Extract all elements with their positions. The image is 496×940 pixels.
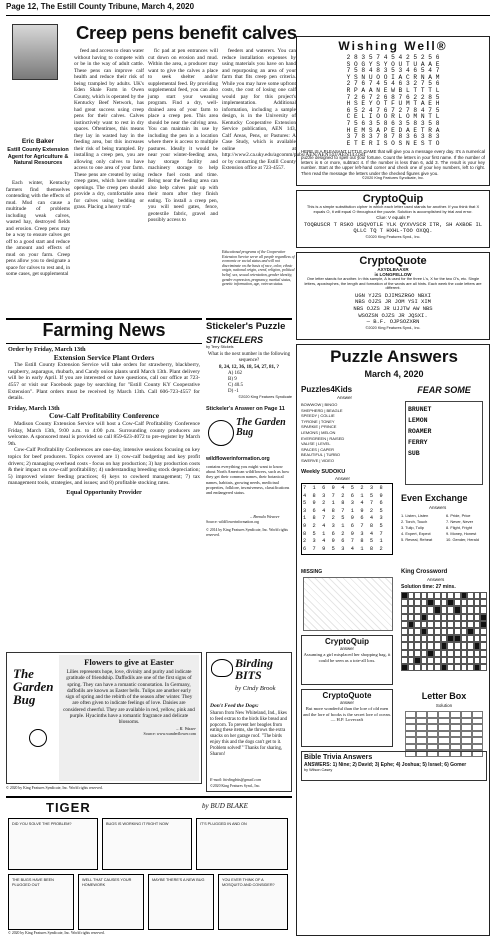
birding-email: E-mail: birdingbits@gmail.com (210, 777, 262, 782)
crossword-cell (427, 614, 434, 621)
comic-panel-3: IT'S PLUGGED IN AND ON (196, 818, 288, 870)
crossword-cell (401, 628, 408, 635)
crossword-cell (447, 614, 454, 621)
crossword-cell (454, 635, 461, 642)
kids-answer-label: Answer (337, 395, 353, 400)
cryptoquote-answer-label: answer (340, 700, 354, 705)
crossword-cell (427, 621, 434, 628)
crossword-cell (421, 635, 428, 642)
garden-signature: – Brenda Weaver (250, 514, 280, 519)
wishing-instructions: HERE IS A PLEASANT LITTLE GAME that will give you a message every day. It's a numerical puzzle designed to spell out your fortune. Count the letters in your first name. If the number of letters is 6 or more, subtract 4. If the number is less than 6, add 3. The result is your key number. Start at the upper left-hand corner and check one of your key numbers, left to right. Then read the message the letters under the checked figures give you. (301, 149, 485, 176)
crossword-cell (441, 599, 448, 606)
crossword-cell (480, 606, 487, 613)
birding-bits (206, 652, 292, 792)
garden-url: wildflowerinformation.org (206, 456, 270, 462)
crossword-cell (434, 664, 441, 671)
article-col-1: Each winter, Kentucky farmers find themselves contending with the effects of mud. Mud can cause a multitude of problems including weak calves, wasted hay, destroyed fields and erosion. Creep pens may be a way to ensure calves get off to a good start and reduce the amount and effects of mud on your farm. Creep pens allow you to designate a space for calves to rest and, in some cases, get supplemental (6, 180, 70, 277)
stickeler-puzzle (206, 318, 292, 404)
garden-bug-wildflower (206, 416, 292, 537)
crossword-cell (474, 599, 481, 606)
crossword-cell (447, 592, 454, 599)
crossword-cell (447, 628, 454, 635)
crossword-cell (447, 635, 454, 642)
article-col-2: feed and access to clean water without having to compete with or be in the way of adult cattle. These pens can improve calf health and reduce their risk of being trampled by adults. UK's Eden Shale Farm in Owen County, which is operated by the Kentucky Beef Network, has had great success using creep pens for their calves. Calves instinctively want to rest in dry spaces. Oftentimes, this means they lay in wasted hay in the feeding area, but this increases their risk of being trampled. By installing a creep pen, you are allowing only calves to have access to one area of your farm. These pens are created by using creep gates, which have smaller openings. The creep pen should provide a dry, comfortable area for calves using bedding or grass. Placing a heavy traf- (74, 48, 144, 210)
crossword-cell (427, 635, 434, 642)
crossword-cell (461, 657, 468, 664)
bible-trivia (301, 751, 487, 781)
crossword-cell (408, 657, 415, 664)
crossword-cell (421, 606, 428, 613)
crossword-cell (474, 635, 481, 642)
easter-title: Flowers to give at Easter (84, 657, 174, 667)
crossword-cell (441, 614, 448, 621)
cryptoquip-instructions: This is a simple substitution cipher in which each letter used stands for another. If you think that X equals O, it will equal O throughout the puzzle. Solution is accomplished by trial and error. (306, 204, 480, 214)
cryptoquote-instructions: One letter stands for another. In this sample, A is used for the three L's, X for the two O's, etc. Single letters, apostrophes, the length and formation of the words are all hints. Each week the code letters are different. (304, 276, 482, 291)
crossword-cell (401, 635, 408, 642)
farming-news (6, 318, 202, 648)
crossword-cell (447, 642, 454, 649)
crossword-cell (480, 650, 487, 657)
crossword-cell (474, 628, 481, 635)
page-header: Page 12, The Estill County Tribune, March 4, 2020 (6, 2, 490, 16)
crossword-cell (401, 621, 408, 628)
plant-orders-heading: Extension Service Plant Orders (53, 352, 155, 362)
crossword-cell (427, 664, 434, 671)
crossword-cell (467, 606, 474, 613)
birding-text: Sharon from New Whiteland, Ind., likes to feed extras to the birds like bread and popcorn. To prevent her beagles from eating these items, she throws the extra snacks on her garage roof. "The birds enjoy this and the dogs can't get to it. Problem solved!" Thanks for sharing, Sharon! (210, 711, 287, 757)
crossword-cell (414, 657, 421, 664)
birding-title: Birding BITS (235, 656, 274, 682)
crossword-cell (401, 664, 408, 671)
crossword-cell (427, 606, 434, 613)
crossword-cell (447, 621, 454, 628)
sudoku-answer-label: Answer (335, 476, 351, 481)
cryptoquote-answer-text: But more wonderful than the lore of old men and the lore of books is the secret lore of ocean. — H.P. Lovecraft (303, 706, 391, 722)
crossword-cell (427, 657, 434, 664)
easter-copyright: © 2020 by King Features Syndicate, Inc. World rights reserved. (6, 786, 103, 790)
crossword-cell (454, 614, 461, 621)
crossword-cell (461, 664, 468, 671)
crossword-cell (414, 614, 421, 621)
comic-panel-7: YOU EVER THINK OF A MOSQUITO AND CONSIDER? (218, 874, 288, 930)
crossword-cell (414, 606, 421, 613)
crossword-cell (467, 599, 474, 606)
crossword-cell (401, 657, 408, 664)
farming-title: Farming News (6, 320, 202, 344)
crossword-cell (480, 621, 487, 628)
stickeler-answer-note: Stickeler's Answer on Page 11 (206, 406, 285, 412)
cryptoquote-example: AXYDLBAAXR (377, 267, 409, 272)
letter-box-grid (405, 711, 483, 757)
stickeler-copyright: ©2020 King Features Syndicate (238, 394, 292, 399)
crossword-cell (401, 650, 408, 657)
equal-opportunity: Equal Opportunity Provider (66, 488, 142, 496)
crossword-cell (408, 606, 415, 613)
crossword-cell (408, 621, 415, 628)
crossword-cell (441, 657, 448, 664)
article-title: Creep pens benefit calves (76, 22, 297, 43)
crossword-cell (441, 650, 448, 657)
crossword-cell (434, 650, 441, 657)
crossword-cell (427, 650, 434, 657)
crossword-cell (421, 642, 428, 649)
cryptoquip-answer-label: answer (340, 646, 354, 651)
tiger-comic (6, 796, 292, 936)
crossword-cell (461, 621, 468, 628)
stickeler-question: What is the next number in the following sequence? (207, 351, 291, 363)
garden-bug-easter (6, 652, 202, 784)
cryptoquote-answer-title: CryptoQuote (322, 691, 372, 700)
crossword-cell (408, 614, 415, 621)
king-crossword-time: Solution time: 27 mins. (401, 584, 456, 590)
crossword-cell (408, 635, 415, 642)
kids-title: Puzzles4Kids (301, 385, 353, 394)
king-crossword-grid (401, 592, 487, 671)
crossword-cell (447, 650, 454, 657)
wishing-grid: 2 8 3 5 7 4 5 4 2 5 2 5 6 S O G Y S Y O U T U A A E 7 5 8 4 8 3 5 3 4 6 5 4 7 Y S N U O O I A C R N A M 2 7 6 7 4 5 4 6 3 2 7 5 6 R P A A N E W B L T T T L 7 2 6 7 2 6 8 7 6 2 2 8 5 H S E Y O T F U M T A E H 6 5 2 4 7 6 7 2 7 8 4 7 5 C E L I O O R L O M N T L 7 5 6 3 5 8 6 3 5 8 3 5 8 H E M S A P E D A E T R A 3 7 8 3 7 8 7 8 3 6 3 8 3 E T E R I S O S N E S T O (346, 54, 440, 147)
crossword-cell (434, 592, 441, 599)
crossword-cell (454, 650, 461, 657)
crossword-cell (441, 642, 448, 649)
crossword-cell (480, 592, 487, 599)
letter-box-solution-label: Solution (435, 703, 453, 708)
crossword-cell (454, 592, 461, 599)
crossword-cell (467, 664, 474, 671)
birding-copyright: ©2020 King Features Synd., Inc. (210, 784, 261, 788)
order-date: Order by Friday, March 13th (8, 346, 86, 353)
crossword-cell (414, 621, 421, 628)
crossword-cell (408, 642, 415, 649)
comic-panel-2: BUGS IS WORKING IT RIGHT NOW (102, 818, 192, 870)
crossword-cell (454, 657, 461, 664)
crossword-cell (461, 628, 468, 635)
missing-figure (303, 577, 393, 631)
crossword-cell (408, 599, 415, 606)
crossword-cell (401, 599, 408, 606)
stickeler-title: Stickeler's Puzzle (206, 321, 286, 332)
crossword-cell (454, 642, 461, 649)
crossword-cell (447, 664, 454, 671)
crossword-cell (461, 642, 468, 649)
crossword-cell (467, 628, 474, 635)
crossword-cell (480, 628, 487, 635)
crossword-cell (421, 621, 428, 628)
sudoku-title: Weekly SUDOKU (301, 469, 346, 475)
crossword-cell (461, 592, 468, 599)
author-photo (12, 24, 58, 80)
crossword-cell (421, 592, 428, 599)
crossword-cell (434, 614, 441, 621)
even-exchange-title: Even Exchange (401, 493, 468, 503)
comic-panel-5: WELL THAT CAUSES YOUR HOMEWORK (78, 874, 144, 930)
crossword-cell (480, 599, 487, 606)
crossword-cell (434, 657, 441, 664)
comic-panel-6: MAYBE THERE'S A NEW BUG (148, 874, 214, 930)
stickeler-logo: STICKELERS (206, 335, 264, 345)
crossword-cell (447, 606, 454, 613)
crossword-cell (480, 614, 487, 621)
crossword-cell (474, 657, 481, 664)
easter-signature: – R. Waxer (176, 725, 196, 731)
kids-answers: BOWWOW | BINGO SHEPHERD | BEAGLE SPEEDY | COLLIE TYRONE | TONEY SPARKIE | PRINCE LEMONS | MELON EVERGREEN | RAISED VALISE | LEVEL SPACES | CAPER BEAUTIFUL | TURBO SWERVE | VIDEO (301, 402, 345, 463)
crossword-cell (414, 650, 421, 657)
crossword-cell (467, 642, 474, 649)
crossword-cell (434, 642, 441, 649)
crossword-cell (467, 657, 474, 664)
crossword-cell (401, 592, 408, 599)
crossword-cell (474, 664, 481, 671)
crossword-cell (414, 599, 421, 606)
even-exchange-answers-label: Answers (429, 505, 447, 510)
crossword-cell (467, 621, 474, 628)
stickeler-byline: by Terry Stickels (206, 345, 234, 349)
crossword-cell (461, 614, 468, 621)
crossword-cell (454, 628, 461, 635)
crossword-cell (408, 650, 415, 657)
crossword-cell (461, 599, 468, 606)
cryptoquote-puzzle (296, 252, 490, 340)
stickeler-options: A) 162 B) 9 C) 40.5 D) -1 (228, 370, 243, 394)
crossword-cell (414, 635, 421, 642)
crossword-cell (421, 628, 428, 635)
cryptoquip-answer (301, 635, 393, 685)
puzzle-answers (296, 344, 490, 936)
crossword-cell (434, 628, 441, 635)
crossword-cell (414, 592, 421, 599)
crossword-cell (480, 664, 487, 671)
cryptoquote-copyright: ©2020 King Features Synd., Inc. (365, 325, 421, 330)
cryptoquip-answer-title: CryptoQuip (325, 637, 369, 646)
cryptoquip-puzzle (296, 190, 490, 248)
sudoku-grid: 7 1 6 9 4 5 2 3 8 4 8 3 7 2 6 1 5 9 5 9 2 1 8 3 4 7 6 3 6 4 8 7 1 9 2 5 1 8 7 2 5 9 6 4 3 9 2 4 3 1 6 7 8 5 8 5 1 6 2 9 3 4 7 2 3 4 9 6 7 8 5 1 6 7 9 5 3 4 1 8 2 (301, 483, 393, 555)
bug-icon (208, 420, 234, 446)
crossword-cell (474, 592, 481, 599)
crossword-cell (441, 664, 448, 671)
crossword-cell (401, 642, 408, 649)
crossword-cell (461, 650, 468, 657)
crossword-cell (467, 635, 474, 642)
crossword-cell (454, 621, 461, 628)
conference-text: Madison County Extension Service will host a Cow-Calf Profitability Conference Friday, March 13th, 9:00 a.m. to 4:00 p.m. Surrounding county producers are welcome. A sponsored meal is provided so call 859-623-4072 to pre-register by March 9th. (8, 420, 200, 447)
puzzle-answers-date: March 4, 2020 (364, 369, 424, 379)
crossword-cell (474, 642, 481, 649)
cryptoquip-answer-text: Assuming a girl misplaced her shopping bag, it could be seen as a tote-all loss. (303, 652, 391, 663)
king-crossword-answers-label: Answers (427, 577, 445, 582)
fearsome-grid: BRUNET LEMON ROAMER FERRY SUB (405, 401, 483, 485)
crossword-cell (421, 664, 428, 671)
crossword-cell (474, 650, 481, 657)
crossword-cell (467, 592, 474, 599)
crossword-cell (441, 628, 448, 635)
letter-box-title: Letter Box (421, 691, 467, 701)
missing-title: MISSING (301, 569, 323, 575)
wishing-suffix: Well® (404, 39, 448, 53)
crossword-cell (467, 614, 474, 621)
author-name: Eric Baker (21, 138, 55, 145)
garden-bug-logo: The Garden Bug (236, 417, 286, 438)
tiger-byline: by BUD BLAKE (202, 802, 248, 810)
crossword-cell (427, 592, 434, 599)
easter-panel (59, 655, 199, 781)
crossword-cell (434, 606, 441, 613)
conference-date: Friday, March 13th (8, 404, 60, 412)
crossword-cell (454, 606, 461, 613)
crossword-cell (434, 635, 441, 642)
stickeler-sequence: 8, 24, 12, 36, 18, 54, 27, 81, ? (219, 364, 279, 370)
crossword-cell (408, 628, 415, 635)
garden-bug-logo-2: The Garden Bug (13, 666, 54, 707)
crossword-cell (414, 628, 421, 635)
crossword-cell (474, 606, 481, 613)
author-title: Estill County Extension Agent for Agriculture & Natural Resources (7, 147, 69, 166)
cryptoquote-example-answer: is LONGFELLOW (374, 272, 412, 277)
crossword-cell (447, 599, 454, 606)
article-col-3: fic pad at pen entrances will cut down on erosion and mud. Within the area, a producer may want to give the calves a place to seek shelter and/or supplemental feed. By providing supplemental feed, you can also jump start your weaning program. Find a dry, well-drained area of your farm to place a creep pen. This area should be near the calving area. You can maintain its use by including the pen in a location where there is access to multiple pastures. Ideally it would be near your winter-feeding area, hay storage facility and machinery storage to help reduce fuel costs and time. Being near the feeding area can also help calves pair up with their mom after they finish eating. To install a creep pen, you will need gates, fence, geotextile fabric, gravel and possibly access to (148, 48, 218, 223)
birding-byline: by Cindy Brook (235, 685, 276, 692)
crossword-cell (401, 614, 408, 621)
crossword-cell (434, 621, 441, 628)
crossword-cell (480, 635, 487, 642)
puzzle-answers-title: Puzzle Answers (330, 347, 458, 366)
article-col-4: feeders and waterers. You can reduce installation expenses by using materials you have on hand and repurposing an area of your farm that fits creep pen criteria. While you may have some upfront costs, the cost of losing one calf would pay for this project's implementation. Additional information, including a sample design, is in the University of Kentucky Cooperative Extension Service publication, AEN 143, Calf Areas, Pens, or Pastures: A Case Study, which is available online at http://www2.ca.uky.edu/agcomm/pubs/AEN/AEN143/AEN143.pdf or by contacting the Estill County Extension office at 723-4557. (222, 48, 366, 171)
crossword-cell (427, 599, 434, 606)
garden-source: Source: wildflowerinformation.org (206, 520, 260, 524)
crossword-cell (447, 657, 454, 664)
cryptoquote-title: CryptoQuote (359, 255, 427, 267)
crossword-cell (427, 642, 434, 649)
comic-panel-1: DID YOU SOLVE THE PROBLEM? (8, 818, 98, 870)
crossword-cell (434, 599, 441, 606)
crossword-cell (401, 606, 408, 613)
crossword-cell (414, 642, 421, 649)
cryptoquip-clue: Clue: V equals P (376, 214, 410, 220)
conference-topics: Cow-Calf Profitability Conferences are one-day, intensive sessions focusing on key topics for beef producers. Topics covered are 1) cow-calf budgeting and key profit drivers; 2) managing overhead costs - focus on hay production; 3) hay production costs & their impact on cow-calf profitability; 4) understanding breeding stock depreciation; 5) improved winter feeding practices; 6) keys to cowherd management; 7) tax management tools, strategies, and issues; and 8) profitable stocking rates. (8, 447, 200, 487)
tiger-copyright: © 2020 by King Features Syndicate, Inc. World rights reserved. (8, 931, 105, 935)
crossword-cell (421, 657, 428, 664)
bug-icon-2 (29, 729, 47, 747)
wishing-title: Wishing (338, 39, 399, 53)
wishing-well (296, 36, 490, 186)
birding-heading: Don't Feed the Dogs: (210, 703, 259, 709)
cryptoquote-answer (301, 689, 393, 747)
crossword-cell (454, 599, 461, 606)
crossword-cell (408, 664, 415, 671)
wishing-copyright: ©2020 King Features Syndicate, Inc. (362, 175, 424, 180)
comic-panel-4: THE BUGS HAVE BEEN PLUGGED OUT (8, 874, 74, 930)
conference-heading: Cow-Calf Profitability Conference (48, 411, 160, 421)
crossword-cell (461, 635, 468, 642)
cryptoquip-text: TOQBUSCR T RSKO USQVOTLE YLK QYXVVSCR ITR, SH AXBOE IL QLLC TQ T HXHL-TOO OXQQ. (303, 220, 483, 235)
crossword-cell (441, 635, 448, 642)
crossword-cell (454, 664, 461, 671)
crossword-cell (480, 657, 487, 664)
crossword-cell (414, 664, 421, 671)
crossword-cell (474, 621, 481, 628)
crossword-cell (441, 592, 448, 599)
crossword-cell (427, 628, 434, 635)
fearsome-title: FEAR SOME (417, 385, 471, 395)
bible-byline: by Wilson Casey (304, 768, 333, 772)
bird-icon (211, 659, 233, 677)
crossword-cell (480, 642, 487, 649)
cryptoquip-copyright: ©2020 King Features Synd., Inc. (365, 234, 421, 239)
easter-source: Source: www.wanderflower.com (143, 730, 196, 736)
plant-orders-text: The Estill County Extension Service will take orders for strawberry, blackberry, raspberry, asparagus, rhubarb, and Candy onion plants until March 13th. Plant delivery will be in early April. If you are interested or have questions, call our office at 723-4557 or visit our Facebook page by searching for "Estill County KY Cooperative Extension". Plant orders must be received by March 13th. Call 606-723-4557 for details. (8, 362, 200, 402)
crossword-cell (461, 606, 468, 613)
even-exchange-list: 1. Listen, Listen 2. Torch, Touch 3. Tulip, Tulip 4. Expert, Expect 5. Reveal, Reheat 6. Pride, Price 7. Never, Never 8. Flight, Fright 9. Money, Honest 10. Gender, Herald (401, 513, 479, 542)
garden-text: contains everything you might want to know about North American wildflowers, such as how they get their common names, their botanical names, habitats, growing needs, medicinal properties, folklore, invasiveness, classifications and endangered status. (206, 464, 290, 496)
bible-answers: ANSWERS: 1) Nine; 2) David; 3) Ephe; 4) Joshua; 5) Israel; 6) Gomer (304, 762, 467, 768)
crossword-cell (421, 614, 428, 621)
garden-copyright: © 2014 by King Features Syndicate, Inc. World rights reserved. (206, 528, 289, 537)
extension-note: Educational programs of the Cooperative Extension Service serve all people regardless of economic or social status and will not discriminate on the basis of race, color, ethnic origin, national origin, creed, religion, political belief, sex, sexual orientation, gender identity, gender expression, pregnancy, marital status, genetic information, age, veteran status. (222, 250, 295, 287)
crossword-cell (474, 614, 481, 621)
easter-text: Lilies represents hope, love, divinity and purity and indicate gratitude of friendship. Daffodils are one of the first signs of spring. They can have a romantic connotation. In Germany, daffodils are known as Easter bells. Tulips are another early sign of spring and the rebirth of the season after winter. They are often given to indicate feelings of love. Daisies are considered cheerful. They are available in red, yellow, pink and purple. Hyacinths have a romantic fragrance and delicate blossoms. (63, 669, 195, 726)
cryptoquote-text: UGN YJZS DJIMSZRGO NBXI NBS OJZS JR JOM YSI XIM NBS OJZS JR UJJTW AW NBS WSOZSN OJZS JR JQSXI. — B.F. OJPSOZXRN (353, 291, 433, 326)
bible-title: Bible Trivia Answers (304, 754, 373, 761)
crossword-cell (467, 650, 474, 657)
cryptoquip-title: CryptoQuip (362, 193, 424, 205)
crossword-cell (421, 599, 428, 606)
crossword-cell (421, 650, 428, 657)
king-crossword-title: King Crossword (401, 569, 448, 575)
tiger-title: TIGER (46, 800, 91, 815)
crossword-cell (408, 592, 415, 599)
crossword-cell (441, 606, 448, 613)
crossword-cell (441, 621, 448, 628)
